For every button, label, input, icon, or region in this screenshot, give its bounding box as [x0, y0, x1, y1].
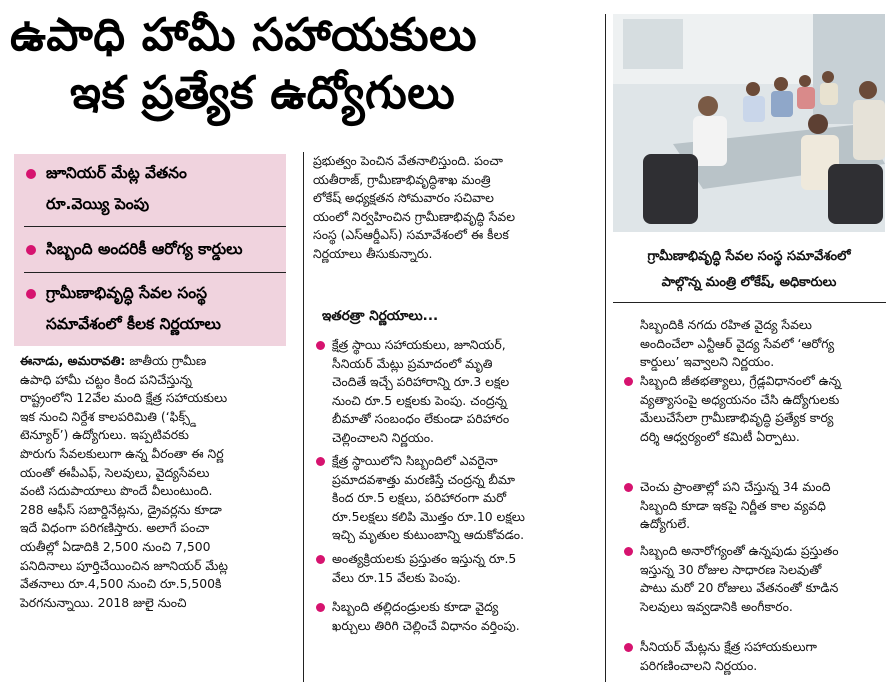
text-line: పొరుగు సేవలకులుగా ఉన్న వీరంతా ఈ నిర్ణ	[20, 445, 224, 461]
text-line: ఉపాధి హామీ చట్టం కింద పనిచేస్తున్న	[20, 371, 192, 387]
text-line: క్షేత్ర స్థాయిలోని సిబ్బందిలో ఎవరైనా	[332, 453, 498, 468]
text-line: పాటు మరో 20 రోజులు వేతనంతో కూడిన	[640, 580, 839, 596]
text-line: సంస్థ (ఎస్ఆర్డీఎస్) సమావేశంలో ఈ కీలక	[313, 227, 509, 243]
text-line: మేలుచేసేలా గ్రామీణాభివృద్ధి ప్రత్యేక కార్య	[640, 410, 834, 426]
text-line: యతీరాజ్, గ్రామీణాభివృద్ధిశాఖ మంత్రి	[313, 171, 491, 187]
text-line: ప్రభుత్వం పెంచిన వేతనాలిస్తుంది. పంచా	[313, 153, 503, 168]
right-intro	[640, 316, 885, 372]
bullet-icon	[624, 377, 633, 386]
text-line: నుంచి రూ.5 లక్షలకు పెంపు. చంద్రన్న	[332, 392, 507, 408]
list-item	[640, 542, 885, 616]
bullet-icon	[624, 547, 633, 556]
text-line: టెన్యూర్’) ఉద్యోగులు. ఇప్పటివరకు	[20, 427, 189, 443]
bullet-icon	[316, 603, 325, 612]
text-line: వంటి సదుపాయాలు పొందే వీలుంటుంది.	[20, 483, 213, 499]
highlight-line: సమావేశంలో కీలక నిర్ణయాలు	[46, 315, 221, 333]
bullet-icon	[26, 169, 36, 179]
list-item	[640, 372, 885, 446]
headline	[10, 6, 600, 122]
text-line: అందించేలా ఎన్టీఆర్ వైద్య సేవలో ‘ఆరోగ్య	[640, 335, 835, 351]
highlight-item	[28, 278, 221, 340]
text-line: ఇక నుంచి నిర్దేశ కాలపరిమితి (‘ఫిక్స్డ్	[20, 408, 197, 424]
bullet-icon	[624, 483, 633, 492]
highlight-line: గ్రామీణాభివృద్ధి సేవల సంస్థ	[46, 284, 207, 302]
text-line: క్షేత్ర స్థాయి సహాయకులు, జూనియర్,	[332, 337, 506, 352]
text-line: రాష్ట్రంలోని 12వేల మంది క్షేత్ర సహాయకులు	[20, 390, 228, 406]
text-line: ఇచ్చి మృతుల కుటుంబాన్ని ఆదుకోవడం.	[332, 527, 525, 543]
caption-line: గ్రామీణాభివృద్ధి సేవల సంస్థ సమావేశంలో	[647, 249, 851, 264]
lead-paragraph	[20, 352, 290, 612]
middle-intro	[313, 152, 595, 264]
bullet-icon	[26, 289, 36, 299]
meeting-photo-icon	[613, 14, 885, 232]
meeting-photo	[613, 14, 885, 232]
text-line: సిబ్బంది అనారోగ్యంతో ఉన్నపుడు ప్రస్తుతం	[640, 543, 839, 558]
highlight-line: జూనియర్ మేట్ల వేతనం	[46, 164, 187, 182]
highlight-item	[28, 158, 187, 220]
highlights-box	[14, 154, 286, 346]
caption-line: పాల్గొన్న మంత్రి లోకేష్, అధికారులు	[661, 275, 837, 290]
text-line: సిబ్బంది కూడా ఇకపై నిర్ణీత కాల వ్యవధి	[640, 497, 826, 513]
text-line: పెరగనున్నాయి. 2018 జులై నుంచి	[20, 594, 187, 610]
divider	[24, 272, 286, 273]
photo-caption	[616, 244, 882, 296]
text-line: అంత్యక్రియలకు ప్రస్తుతం ఇస్తున్న రూ.5	[332, 551, 517, 566]
text-line: ఇస్తున్న 30 రోజుల సాధారణ సెలవుతో	[640, 561, 822, 577]
text-line: రూ.5లక్షలు కలిపి మొత్తం రూ.10 లక్షలు	[332, 508, 525, 524]
text-line: కింద రూ.5 లక్షలు, పరిహారంగా మరో	[332, 490, 507, 506]
text-line: యంతో ఈపీఎఫ్, సెలవులు, వైద్యసేవలు	[20, 464, 210, 480]
list-item	[332, 452, 594, 545]
text-line: సీనియర్ మేట్లను క్షేత్ర సహాయకులుగా	[640, 639, 817, 654]
text-line: చెందితే ఇచ్చే పరిహారాన్ని రూ.3 లక్షల	[332, 374, 510, 390]
headline-line-2: ఇక ప్రత్యేక ఉద్యోగులు	[70, 66, 456, 119]
dateline: ఈనాడు, అమరావతి:	[20, 353, 126, 368]
text-line: 288 ఆఫీస్ సబార్డినేట్లను, డ్రైవర్లను కూడా	[20, 501, 222, 517]
column-divider	[605, 14, 606, 682]
bullet-icon	[624, 643, 633, 652]
text-line: లోకేష్ అధ్యక్షతన సోమవారం సచివాల	[313, 190, 494, 206]
text-line: సీనియర్ మేట్లు ప్రమాదంలో మృతి	[332, 355, 493, 371]
text-line: ఇదే విధంగా పరిగణిస్తారు. అలాగే పంచా	[20, 520, 210, 536]
text-line: సిబ్బందికి నగదు రహిత వైద్య సేవలు	[640, 317, 812, 332]
text-line: సిబ్బంది తల్లిదండ్రులకు కూడా వైద్య	[332, 599, 499, 614]
divider	[613, 302, 886, 303]
text-line: ఉద్యోగులే.	[640, 516, 691, 532]
text-line: వేలు రూ.15 వేలకు పెంపు.	[332, 569, 461, 585]
bullet-icon	[316, 341, 325, 350]
bullet-icon	[26, 245, 36, 255]
text-line: నిర్ణయాలు తీసుకున్నారు.	[313, 245, 433, 261]
highlight-line: సిబ్బంది అందరికీ ఆరోగ్య కార్డులు	[46, 240, 243, 258]
text-line: పరిగణించాలని నిర్ణయం.	[640, 657, 758, 673]
list-item	[332, 598, 594, 635]
text-line: యంలో నిర్వహించిన గ్రామీణాభివృద్ధి సేవల	[313, 208, 516, 224]
list-item	[640, 478, 885, 534]
text-line: జాతీయ గ్రామీణ	[129, 353, 207, 368]
list-item	[332, 336, 594, 448]
text-line: వేతనాలు రూ.4,500 నుంచి రూ.5,500కి	[20, 576, 222, 592]
bullet-icon	[316, 457, 325, 466]
bullet-icon	[316, 555, 325, 564]
highlight-line: రూ.వెయ్యి పెంపు	[46, 195, 150, 213]
text-line: పనిదినాలు పూర్తిచేయించిన జూనియర్ మేట్ల	[20, 557, 228, 573]
text-line: ప్రమాదవశాత్తు మరణిస్తే చంద్రన్న బీమా	[332, 471, 515, 487]
text-line: సిబ్బంది జీతభత్యాలు, గ్రేడ్లవిధానంలో ఉన్న	[640, 373, 841, 388]
text-line: చెంచు ప్రాంతాల్లో పని చేస్తున్న 34 మంది	[640, 479, 831, 494]
text-line: చెల్లించాలని నిర్ణయం.	[332, 429, 434, 445]
text-line: దర్శి ఆధ్వర్యంలో కమిటీ ఏర్పాటు.	[640, 428, 800, 444]
text-line: యతీల్లో ఏడాదికి 2,500 నుంచి 7,500	[20, 538, 211, 554]
divider	[24, 226, 286, 227]
text-line: బీమాతో సంబంధం లేకుండా పరిహారం	[332, 411, 510, 427]
text-line: సెలవులు ఇవ్వడానికి అంగీకారం.	[640, 598, 793, 614]
text-line: కార్డులు’ ఇవ్వాలని నిర్ణయం.	[640, 354, 775, 370]
headline-line-1: ఉపాధి హామీ సహాయకులు	[10, 8, 478, 61]
text-line: వ్యత్యాసంపై అధ్యయనం చేసి ఉద్యోగులకు	[640, 391, 840, 407]
highlight-item	[28, 234, 243, 265]
list-item	[332, 550, 594, 587]
column-divider	[303, 152, 304, 682]
text-line: ఖర్చులు తిరిగి చెల్లించే విధానం వర్తింపు.	[332, 617, 520, 633]
subheading: ఇతరత్రా నిర్ణయాలు...	[322, 308, 439, 324]
list-item	[640, 638, 885, 675]
